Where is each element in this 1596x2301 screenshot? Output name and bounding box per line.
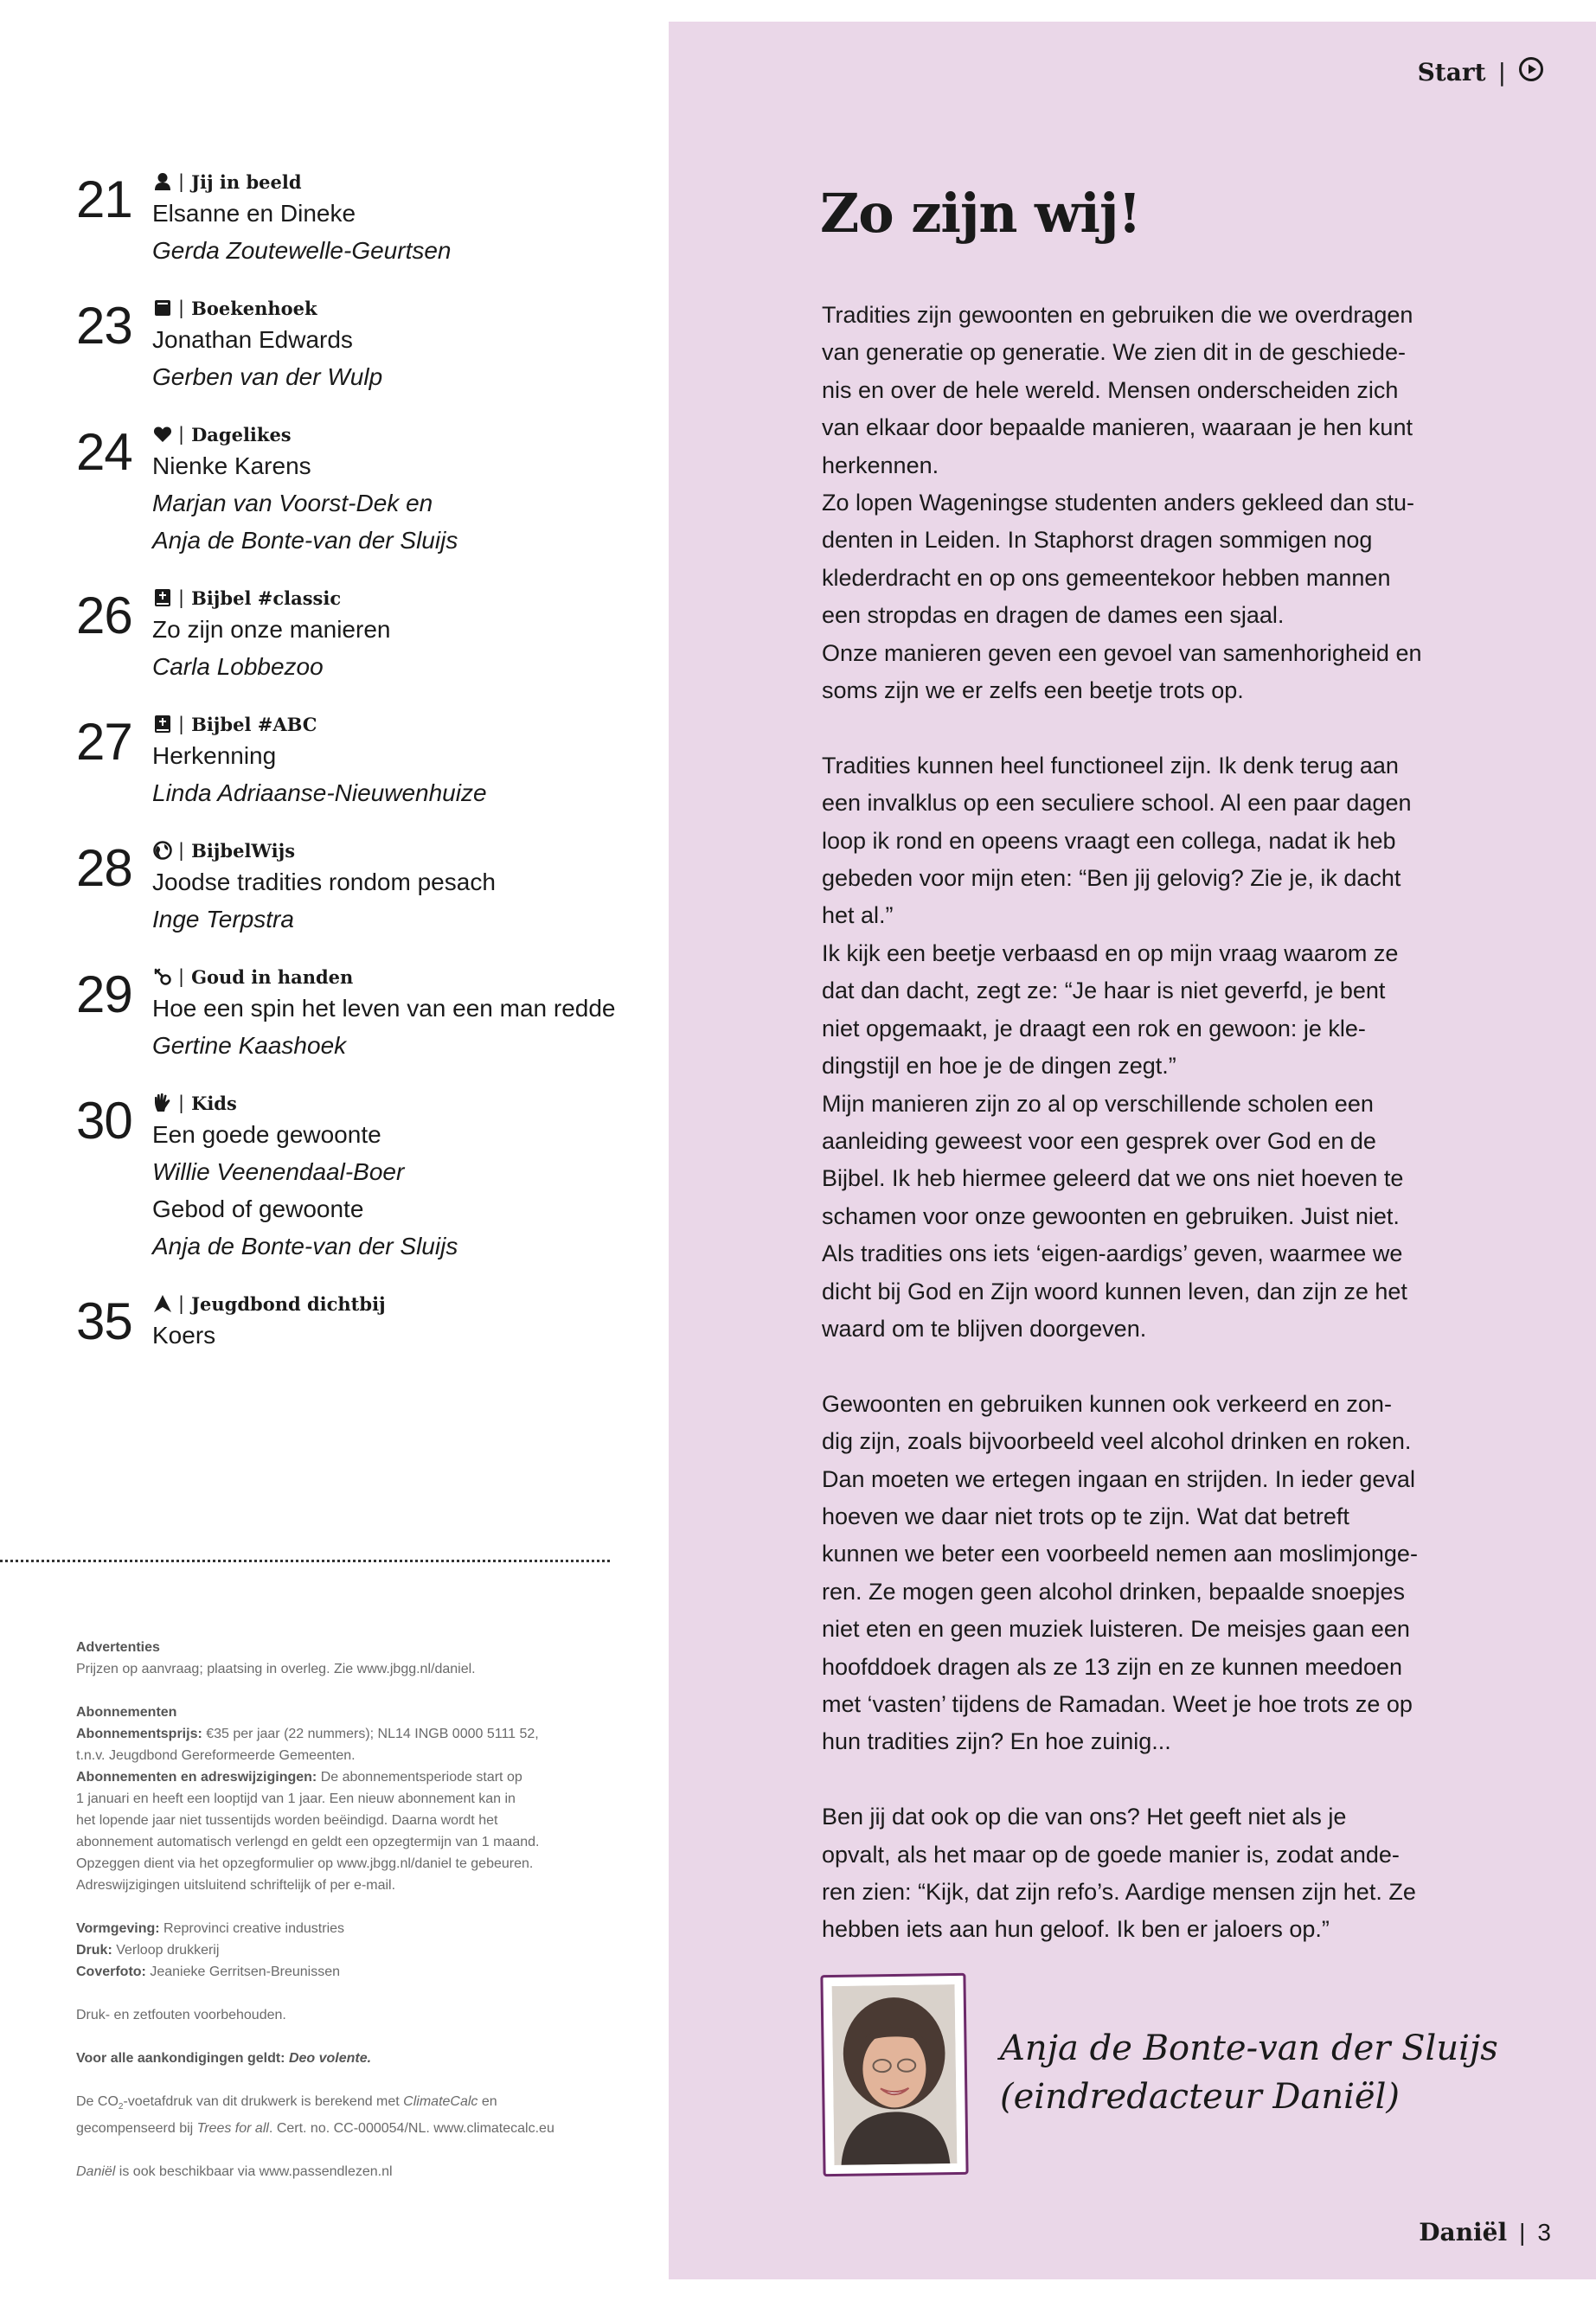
change-line: Opzeggen dient via het opzegformulier op www.jbgg.nl/daniel te gebeuren. [76,1856,534,1871]
article-line: loop ik rond en opeens vraagt een collega, nadat ik heb [822,827,1396,854]
article-line: waard om te blijven doorgeven. [822,1315,1147,1342]
article-line: denten in Leiden. In Staphorst dragen sommigen nog [822,527,1373,554]
change-line: het lopende jaar niet tussentijds worden beëindigd. Daarna wordt het [76,1813,498,1828]
article-line: Zo lopen Wageningse studenten anders gekleed dan stu- [822,490,1414,516]
ads-heading: Advertenties [76,1640,160,1655]
article-line: van elkaar door bepaalde manieren, waaraan je hen kunt [822,414,1413,441]
article-line: Tradities kunnen heel functioneel zijn. Ik denk terug aan [822,752,1399,779]
signature-name: Anja de Bonte-van der Sluijs [1000,2029,1498,2068]
article-line: herkennen. [822,452,939,478]
toc-category: | BijbelWijs [152,837,630,863]
article-line: kunnen we beter een voorbeeld nemen aan moslimjonge- [822,1541,1418,1567]
toc-category: | Goud in handen [152,964,630,990]
deo-volente: Deo volente. [288,2051,372,2066]
editorial-panel [669,22,1596,2279]
article-line: Ben jij dat ook op die van ons? Het geeft niet als je [822,1804,1347,1830]
article-line: soms zijn we er zelfs een beetje trots op. [822,677,1244,704]
toc-author: Gerda Zoutewelle-Geurtsen [152,237,452,264]
toc-entry[interactable] [76,585,630,685]
toc-author: Marjan van Voorst-Dek en [152,490,433,516]
co2-text: . Cert. no. CC-000054/NL. www.climatecalc.eu [268,2121,554,2137]
colophon [76,1637,630,2204]
toc-page-number: 35 [76,1292,132,1350]
magazine-name: Daniël [76,2164,116,2180]
toc-page-number: 29 [76,965,132,1023]
design-label: Vormgeving: [76,1921,160,1936]
toc-category-label: Kids [191,1092,237,1114]
article-line: Onze manieren geven een gevoel van samenhorigheid en [822,639,1422,666]
toc-title: Nienke Karens [152,452,311,479]
article-paragraph [822,297,1445,709]
price-label: Abonnementsprijs: [76,1727,202,1741]
toc-entry[interactable] [76,295,630,395]
signature [1000,2024,1498,2121]
change-label: Abonnementen en adreswijzigingen: [76,1770,317,1785]
price-text: €35 per jaar (22 nummers); NL14 INGB 0000 5111 52, [202,1727,539,1741]
toc-category-label: Jeugdbond dichtbij [191,1292,386,1315]
toc-title: Jonathan Edwards [152,326,353,353]
change-line: abonnement automatisch verlengd en geldt een opzegtermijn van 1 maand. [76,1835,540,1849]
print-text: Verloop drukkerij [112,1943,220,1958]
co2-sub: 2 [118,2102,124,2112]
toc-category-label: Dagelikes [191,423,292,445]
article-line: Ik kijk een beetje verbaasd en op mijn vraag waarom ze [822,939,1399,966]
article-line: ren. Ze mogen geen alcohol drinken, bepaalde snoepjes [822,1578,1405,1605]
toc-title: Een goede gewoonte [152,1121,381,1148]
article-line: van generatie op generatie. We zien dit in de geschiede- [822,339,1406,366]
design-text: Reprovinci creative industries [159,1921,345,1936]
change-line: De abonnementsperiode start op [317,1770,522,1785]
cover-label: Coverfoto: [76,1965,146,1979]
page-footer: Daniël | 3 [1419,2218,1551,2247]
toc-author: Anja de Bonte-van der Sluijs [152,527,458,554]
table-of-contents [76,169,630,1380]
deo-text: Voor alle aankondigingen geldt: [76,2051,289,2066]
globe-icon [152,840,173,861]
article-line: Als tradities ons iets ‘eigen-aardigs’ geven, waarmee we [822,1240,1403,1267]
article-paragraph [822,1798,1445,1949]
divider [0,1560,610,1562]
ads-text: Prijzen op aanvraag; plaatsing in overleg. Zie www.jbgg.nl/daniel. [76,1662,476,1676]
co2-text: en [478,2094,497,2109]
toc-entry[interactable] [76,1291,630,1354]
toc-author: Carla Lobbezoo [152,653,324,680]
article-line: hun tradities zijn? En hoe zuinig... [822,1728,1171,1755]
heart-icon [152,424,173,445]
article-line: Gewoonten en gebruiken kunnen ook verkeerd en zon- [822,1390,1392,1417]
toc-category: | Jeugdbond dichtbij [152,1291,630,1317]
arrow-up-icon [152,1293,173,1314]
toc-author: Anja de Bonte-van der Sluijs [152,1233,458,1259]
price-text-2: t.n.v. Jeugdbond Gereformeerde Gemeenten. [76,1748,356,1763]
toc-title: Koers [152,1322,216,1349]
toc-category: | Bijbel #classic [152,585,630,611]
article-line: het al.” [822,902,894,929]
article-line: hebben iets aan hun geloof. Ik ben er jaloers op.” [822,1916,1330,1943]
article-line: niet opgemaakt, je draagt een rok en gewoon: je kle- [822,1015,1366,1042]
toc-category-label: Goud in handen [191,965,354,988]
cover-text: Jeanieke Gerritsen-Breunissen [145,1965,340,1979]
disclaimer: Druk- en zetfouten voorbehouden. [76,2008,286,2022]
article-line: nis en over de hele wereld. Mensen onderscheiden zich [822,376,1399,403]
toc-title: Zo zijn onze manieren [152,616,391,643]
toc-category: | Dagelikes [152,421,630,447]
toc-entry[interactable] [76,1090,630,1265]
toc-category: | Kids [152,1090,630,1116]
article-title: Zo zijn wij! [820,182,1141,245]
article-line: met ‘vasten’ tijdens de Ramadan. Weet je hoe trots ze op [822,1691,1413,1717]
article-line: een invalklus op een seculiere school. Al een paar dagen [822,790,1412,817]
toc-entry[interactable] [76,964,630,1064]
toc-category-label: Bijbel #classic [191,586,342,609]
book-icon [152,298,173,318]
article-line: dat dan dacht, zegt ze: “Je haar is niet geverfd, je bent [822,977,1386,1004]
article-line: Mijn manieren zijn zo al op verschillende scholen een [822,1090,1374,1117]
toc-category: | Jij in beeld [152,169,630,195]
toc-category-label: Bijbel #ABC [191,713,317,735]
toc-entry[interactable] [76,421,630,559]
change-line: Adreswijzigingen uitsluitend schriftelijk of per e-mail. [76,1878,396,1893]
article-line: klederdracht en op ons gemeentekoor hebben mannen [822,564,1391,591]
co2-text: -voetafdruk van dit drukwerk is berekend met [123,2094,404,2109]
start-link[interactable]: Start | [1418,56,1544,88]
person-icon [152,171,173,192]
toc-title: Hoe een spin het leven van een man redde [152,995,616,1022]
toc-category-label: BijbelWijs [191,839,296,862]
toc-page-number: 30 [76,1092,132,1150]
toc-title: Herkenning [152,742,277,769]
toc-entry[interactable] [76,837,630,938]
toc-title: Gebod of gewoonte [152,1195,364,1222]
play-circle-icon[interactable] [1518,56,1544,88]
editor-photo [820,1973,968,2176]
climatecalc: ClimateCalc [403,2094,478,2109]
trees-for-all: Trees for all [196,2121,269,2137]
toc-author: Willie Veenendaal-Boer [152,1158,405,1185]
toc-page-number: 28 [76,839,132,897]
page-number: 3 [1537,2218,1551,2246]
toc-page-number: 27 [76,713,132,771]
article-line: Dan moeten we ertegen ingaan en strijden. In ieder geval [822,1465,1415,1492]
toc-page-number: 21 [76,170,132,228]
toc-author: Inge Terpstra [152,906,294,933]
subscriptions-heading: Abonnementen [76,1705,177,1720]
start-label[interactable]: Start [1417,58,1486,87]
article-line: dingstijl en hoe je de dingen zegt.” [822,1053,1176,1080]
toc-category-label: Boekenhoek [191,297,317,319]
article-paragraph [822,747,1445,1349]
article-paragraph [822,1386,1445,1761]
article-line: dig zijn, zoals bijvoorbeeld veel alcohol drinken en roken. [822,1428,1412,1455]
bible-icon [152,714,173,734]
toc-title: Joodse tradities rondom pesach [152,868,496,895]
toc-entry[interactable] [76,711,630,811]
article-line: Tradities zijn gewoonten en gebruiken die we overdragen [822,302,1413,328]
portrait-image [832,1984,958,2165]
article-line: dicht bij God en Zijn woord kunnen leven, dan zijn ze het [822,1278,1407,1304]
availability-text: is ook beschikbaar via www.passendlezen.nl [115,2164,393,2180]
toc-category-label: Jij in beeld [191,170,302,193]
bible-icon [152,587,173,608]
article-line: schamen voor onze gewoonten en gebruiken. Juist niet. [822,1202,1400,1229]
article-line: aanleiding geweest voor een gesprek over God en de [822,1127,1376,1154]
toc-author: Gertine Kaashoek [152,1032,347,1059]
toc-entry[interactable] [76,169,630,269]
article-line: Bijbel. Ik heb hiermee geleerd dat we ons niet hoeven te [822,1165,1404,1192]
article-body [822,297,1445,1986]
article-line: gebeden voor mijn eten: “Ben jij gelovig? Zie je, ik dacht [822,865,1401,892]
change-line: 1 januari en heeft een looptijd van 1 jaar. Een nieuw abonnement kan in [76,1791,516,1806]
article-line: ren zien: “Kijk, dat zijn refo’s. Aardige mensen zijn het. Ze [822,1879,1416,1906]
article-line: opvalt, als het maar op de goede manier is, zodat ande- [822,1841,1400,1868]
toc-page-number: 26 [76,586,132,644]
article-line: een stropdas en dragen de dames een sjaal. [822,602,1285,629]
toc-category: | Boekenhoek [152,295,630,321]
toc-page-number: 23 [76,297,132,355]
toc-page-number: 24 [76,423,132,481]
print-label: Druk: [76,1943,112,1958]
toc-category: | Bijbel #ABC [152,711,630,737]
toc-author: Gerben van der Wulp [152,363,383,390]
co2-text: gecompenseerd bij [76,2121,197,2137]
footer-magazine: Daniël [1419,2218,1508,2247]
hand-icon [152,1093,173,1113]
key-icon [152,966,173,987]
signature-role: (eindredacteur Daniël) [1000,2077,1400,2117]
co2-text: De CO [76,2094,119,2109]
article-line: niet eten en geen muziek luisteren. De meisjes gaan een [822,1616,1410,1643]
toc-title: Elsanne en Dineke [152,200,356,227]
toc-author: Linda Adriaanse-Nieuwenhuize [152,779,487,806]
article-line: hoofddoek dragen als ze 13 zijn en ze kunnen meedoen [822,1653,1402,1680]
article-line: hoeven we daar niet trots op te zijn. Wat dat betreft [822,1503,1349,1529]
